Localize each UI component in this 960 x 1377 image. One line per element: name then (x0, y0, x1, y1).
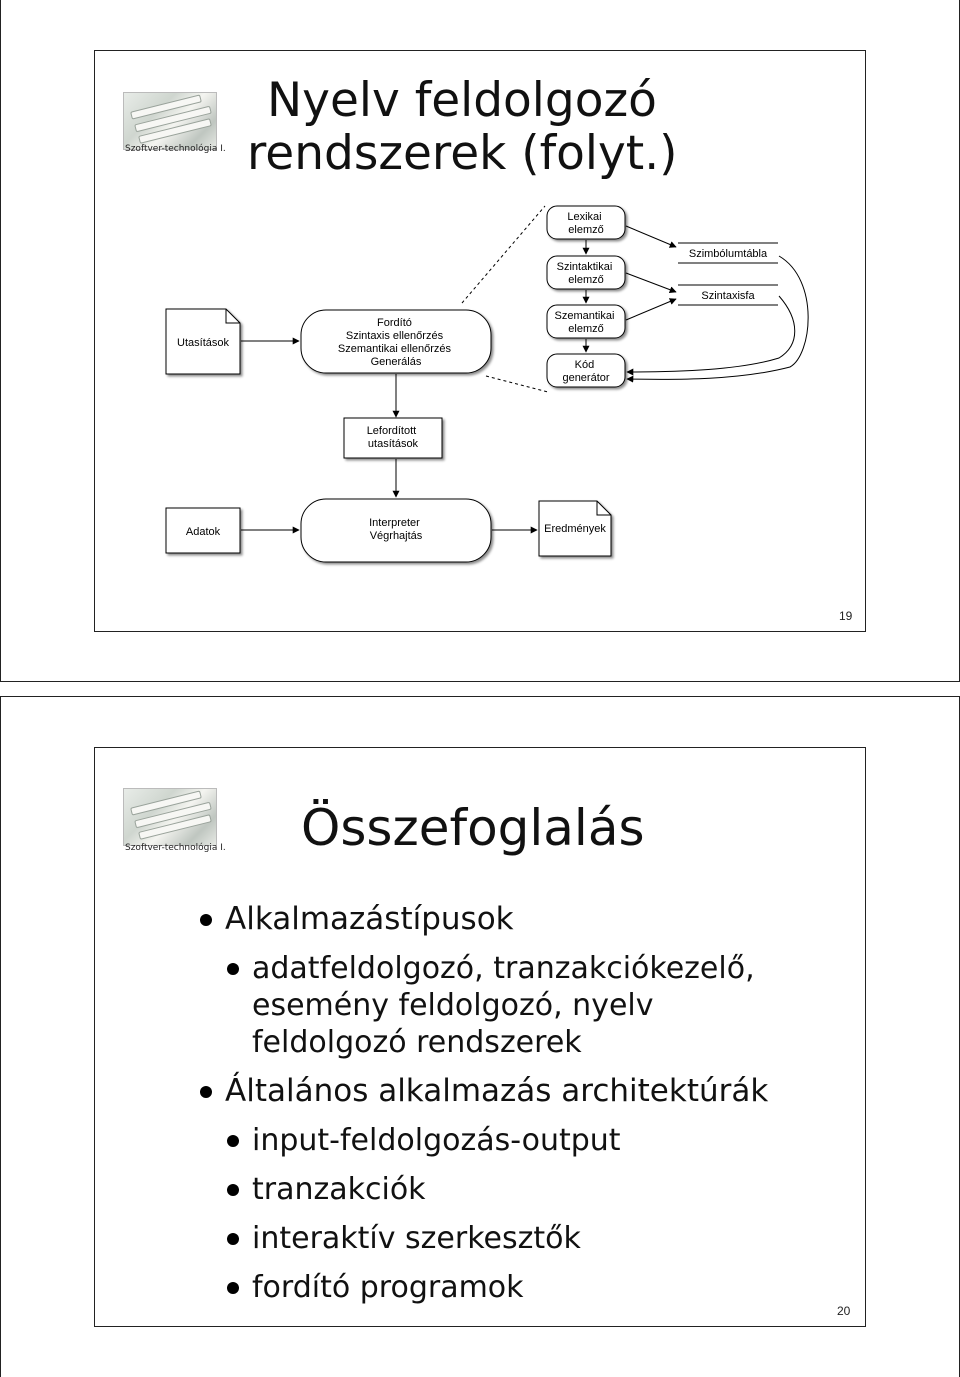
bullet-dot (227, 1233, 239, 1245)
arrow-szemantikai-szintaxisfa (626, 299, 676, 320)
utasitasok-node (166, 309, 240, 374)
bullet-item (195, 1122, 855, 1159)
arrow-szintaxisfa-kod (627, 296, 795, 372)
kod-label-2: generátor (562, 372, 610, 384)
compiler-diagram (0, 0, 960, 682)
slide-title-line-2: rendszerek (folyt.) (247, 125, 678, 181)
szemantikai-elemzo-node (547, 305, 625, 338)
zoom-line-top (462, 206, 545, 303)
leforditott-utasitasok-node (344, 418, 442, 458)
bullet-text: Általános alkalmazás architektúrák (225, 1073, 769, 1109)
svg-text:Lexikai elemző (567, 211, 604, 236)
arrow-szimbolumtabla-kod (627, 256, 808, 379)
svg-text:Interpreter Végrhajtás (369, 517, 423, 542)
fordito-label-2: Szintaxis ellenőrzés (345, 330, 444, 342)
logo-caption: Szoftver-technológia I. (125, 843, 226, 853)
interpreter-label-1: Interpreter (369, 517, 420, 529)
page-frame-bottom (0, 696, 960, 1377)
szintaktikai-elemzo-node (547, 256, 625, 289)
lexikai-label-1: Lexikai (567, 211, 602, 223)
slide-20 (94, 747, 866, 1327)
bullet-item (195, 901, 855, 938)
slide-logo-image (123, 788, 217, 846)
bullet-text-line: adatfeldolgozó, tranzakciókezelő, (252, 951, 755, 986)
leforditott-label-2: utasítások (367, 438, 419, 450)
fordito-label-4: Generálás (370, 356, 422, 368)
interpreter-node (301, 499, 491, 562)
bullet-dot (227, 1282, 239, 1294)
szintaktikai-label-1: Szintaktikai (556, 261, 613, 273)
bullet-item (195, 1073, 855, 1110)
szemantikai-label-2: elemző (568, 323, 604, 335)
bullet-item (195, 950, 855, 1061)
eredmenyek-label: Eredmények (544, 523, 606, 535)
fordito-label-3: Szemantikai ellenőrzés (337, 343, 452, 355)
bullet-text: fordító programok (252, 1270, 524, 1305)
fordito-label-1: Fordító (377, 317, 412, 329)
szintaxisfa-node (678, 285, 778, 305)
page-frame-top (0, 0, 960, 682)
svg-text:Lefordított utasítások (367, 425, 420, 450)
bullet-dot (200, 1086, 212, 1098)
lexikai-elemzo-node (547, 206, 625, 239)
szemantikai-label-1: Szemantikai (554, 310, 615, 322)
szintaxisfa-label: Szintaxisfa (701, 290, 755, 302)
arrow-szintaktikai-szintaxisfa (626, 273, 676, 292)
eredmenyek-node (539, 501, 611, 556)
slide-title: Összefoglalás (301, 799, 645, 857)
arrow-lexikai-szimbolumtabla (626, 226, 676, 247)
bullet-item (195, 1269, 855, 1306)
bullet-list (195, 901, 855, 1306)
bullet-item (195, 1220, 855, 1257)
kod-generator-node (547, 354, 625, 387)
slide-number: 20 (837, 1304, 851, 1318)
bullet-text: tranzakciók (252, 1172, 426, 1207)
bullet-text-line: esemény feldolgozó, nyelv (252, 988, 654, 1023)
bullet-text: Alkalmazástípusok (225, 901, 514, 937)
adatok-node (166, 508, 240, 553)
adatok-label: Adatok (185, 526, 221, 538)
logo-caption: Szoftver-technológia I. (125, 144, 226, 154)
bullet-item (195, 1171, 855, 1208)
szimbolumtabla-label: Szimbólumtábla (688, 248, 768, 260)
bullet-dot (227, 963, 239, 975)
szimbolumtabla-node (678, 243, 778, 263)
leforditott-label-1: Lefordított (366, 425, 417, 437)
bullet-text: input-feldolgozás-output (252, 1123, 621, 1158)
slide-number: 19 (839, 609, 853, 623)
lexikai-label-2: elemző (568, 224, 604, 236)
kod-label-1: Kód (574, 359, 595, 371)
slide-title-line-1: Nyelv feldolgozó (267, 73, 657, 128)
bullet-dot (227, 1184, 239, 1196)
zoom-line-bottom (486, 376, 548, 392)
interpreter-label-2: Végrhajtás (369, 530, 423, 542)
bullet-dot (200, 914, 212, 926)
fordito-node (301, 310, 491, 373)
bullet-text: interaktív szerkesztők (252, 1221, 581, 1256)
bullet-dot (227, 1135, 239, 1147)
szintaktikai-label-2: elemző (568, 274, 604, 286)
bullet-text-line: feldolgozó rendszerek (252, 1025, 582, 1060)
utasitasok-label: Utasítások (177, 337, 229, 349)
